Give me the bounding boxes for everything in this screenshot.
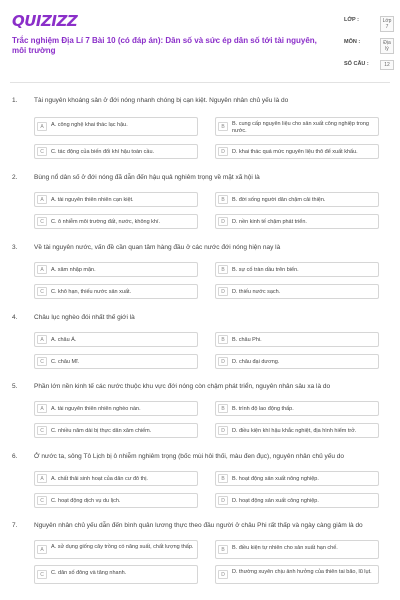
option-text: D. điều kiện khí hậu khắc nghiệt, địa hình hiểm trở. xyxy=(232,428,357,434)
option-text: D. hoạt động sản xuất công nghiệp. xyxy=(232,498,319,504)
question-text: Tài nguyên khoáng sản ở đới nóng nhanh chóng bị cạn kiệt. Nguyên nhân chủ yếu là do xyxy=(34,97,289,104)
option-a[interactable] xyxy=(34,192,198,207)
option-text: D. thiếu nước sạch. xyxy=(232,289,281,295)
option-b[interactable] xyxy=(215,540,379,559)
option-text: C. châu Mĩ. xyxy=(51,359,80,365)
option-letter: A xyxy=(37,474,47,483)
class-row xyxy=(344,14,400,36)
option-d[interactable] xyxy=(215,423,379,438)
option-b[interactable] xyxy=(215,192,379,207)
option-letter: B xyxy=(218,265,228,274)
option-a[interactable] xyxy=(34,401,198,416)
option-letter: B xyxy=(218,195,228,204)
quizizz-logo[interactable]: QUIZIZZ xyxy=(12,12,78,30)
question-count-row xyxy=(344,58,400,80)
question-text: Ở nước ta, sông Tô Lịch bị ô nhiễm nghiêm trọng (bốc mùi hôi thối, màu đen đục), nguyên nhân chủ yếu do xyxy=(34,453,345,460)
option-text: C. khô hạn, thiếu nước sản xuất. xyxy=(51,289,132,295)
option-text: A. châu Á. xyxy=(51,337,77,343)
question-number: 3. xyxy=(12,244,18,251)
question-number: 7. xyxy=(12,522,18,529)
option-letter: C xyxy=(37,496,47,505)
option-c[interactable] xyxy=(34,565,198,584)
option-a[interactable] xyxy=(34,332,198,347)
option-text: B. cung cấp nguyên liệu cho sản xuất công nghiệp trong nước. xyxy=(232,121,369,134)
option-text: B. châu Phi. xyxy=(232,337,262,343)
question-text: Phần lớn nền kinh tế các nước thuộc khu vực đới nóng còn chậm phát triển, nguyên nhân sâu xa là do xyxy=(34,383,331,390)
subject-value: Địa lý xyxy=(380,38,394,54)
option-letter: D xyxy=(218,426,228,435)
option-a[interactable] xyxy=(34,471,198,486)
option-a[interactable] xyxy=(34,117,198,136)
option-d[interactable] xyxy=(215,284,379,299)
option-letter: D xyxy=(218,570,228,579)
option-a[interactable] xyxy=(34,262,198,277)
option-c[interactable] xyxy=(34,284,198,299)
option-text: D. khai thác quá mức nguyên liệu thô để xuất khẩu. xyxy=(232,149,358,155)
question-number: 6. xyxy=(12,453,18,460)
option-text: A. sử dụng giống cây trồng có năng suất, chất lượng thấp. xyxy=(51,544,194,550)
option-b[interactable] xyxy=(215,471,379,486)
option-b[interactable] xyxy=(215,401,379,416)
question-number: 1. xyxy=(12,97,18,104)
option-letter: B xyxy=(218,404,228,413)
option-letter: C xyxy=(37,570,47,579)
question-text: Bùng nổ dân số ở đới nóng đã dẫn đến hậu quả nghiêm trọng về mặt xã hội là xyxy=(34,174,260,181)
option-text: B. đời sống người dân chậm cải thiện. xyxy=(232,197,326,203)
option-letter: A xyxy=(37,195,47,204)
option-letter: C xyxy=(37,287,47,296)
option-b[interactable] xyxy=(215,332,379,347)
class-value: Lớp 7 xyxy=(380,16,394,32)
option-b[interactable] xyxy=(215,262,379,277)
option-text: B. điều kiện tự nhiên cho sản xuất hạn chế. xyxy=(232,545,338,551)
option-text: D. nền kinh tế chậm phát triển. xyxy=(232,219,307,225)
option-text: C. hoạt động dịch vụ du lịch. xyxy=(51,498,121,504)
option-letter: D xyxy=(218,496,228,505)
option-c[interactable] xyxy=(34,354,198,369)
option-text: D. châu đại dương. xyxy=(232,359,280,365)
option-c[interactable] xyxy=(34,423,198,438)
worksheet-meta xyxy=(344,14,400,80)
option-d[interactable] xyxy=(215,354,379,369)
option-d[interactable] xyxy=(215,214,379,229)
question-count-label: SỐ CÂU : xyxy=(344,61,369,67)
question-number: 5. xyxy=(12,383,18,390)
option-letter: A xyxy=(37,404,47,413)
option-c[interactable] xyxy=(34,493,198,508)
class-label: LỚP : xyxy=(344,17,359,23)
option-text: C. ô nhiễm môi trường đất, nước, không khí. xyxy=(51,219,161,225)
option-text: D. thường xuyên chịu ảnh hưởng của thiên tai bão, lũ lụt. xyxy=(232,569,372,575)
option-text: A. chất thải sinh hoạt của dân cư đô thị. xyxy=(51,476,148,482)
option-letter: B xyxy=(218,474,228,483)
question-text: Nguyên nhân chủ yếu dẫn đến bình quân lương thực theo đầu người ở châu Phi rất thấp và ngày càng giảm là do xyxy=(34,522,363,529)
option-letter: C xyxy=(37,357,47,366)
option-text: A. tài nguyên thiên nhiên nghèo nàn. xyxy=(51,406,141,412)
question-count-value: 12 xyxy=(380,60,394,70)
option-text: A. xâm nhập mặn. xyxy=(51,267,96,273)
question-text: Châu lục nghèo đói nhất thế giới là xyxy=(34,314,135,321)
option-b[interactable] xyxy=(215,117,379,136)
option-letter: D xyxy=(218,217,228,226)
option-letter: B xyxy=(218,335,228,344)
header-divider xyxy=(10,82,390,83)
question-text: Về tài nguyên nước, vấn đề cần quan tâm hàng đầu ở các nước đới nóng hiện nay là xyxy=(34,244,281,251)
option-letter: C xyxy=(37,217,47,226)
option-d[interactable] xyxy=(215,493,379,508)
question-number: 2. xyxy=(12,174,18,181)
option-a[interactable] xyxy=(34,540,198,559)
option-letter: A xyxy=(37,122,47,131)
subject-row xyxy=(344,36,400,58)
option-letter: C xyxy=(37,426,47,435)
option-letter: A xyxy=(37,545,47,554)
option-c[interactable] xyxy=(34,144,198,159)
option-letter: D xyxy=(218,147,228,156)
option-text: B. sự cố tràn dầu trên biển. xyxy=(232,267,299,273)
option-text: A. tài nguyên thiên nhiên cạn kiệt. xyxy=(51,197,134,203)
option-d[interactable] xyxy=(215,565,379,584)
option-d[interactable] xyxy=(215,144,379,159)
option-letter: A xyxy=(37,335,47,344)
option-text: A. công nghệ khai thác lạc hậu. xyxy=(51,122,128,128)
worksheet-header xyxy=(10,10,390,78)
subject-label: MÔN : xyxy=(344,39,361,45)
option-text: C. nhiều năm dài bị thực dân xâm chiếm. xyxy=(51,428,152,434)
option-letter: B xyxy=(218,545,228,554)
option-letter: D xyxy=(218,357,228,366)
option-letter: B xyxy=(218,122,228,131)
option-text: C. tác động của biến đổi khí hậu toàn cầu. xyxy=(51,149,155,155)
worksheet-title: Trắc nghiệm Địa Lí 7 Bài 10 (có đáp án): Dân số và sức ép dân số tới tài nguyên, môi trường xyxy=(12,36,317,55)
option-letter: A xyxy=(37,265,47,274)
question-number: 4. xyxy=(12,314,18,321)
option-text: C. dân số đông và tăng nhanh. xyxy=(51,570,127,576)
option-letter: D xyxy=(218,287,228,296)
option-c[interactable] xyxy=(34,214,198,229)
option-text: B. hoạt động sản xuất nông nghiệp. xyxy=(232,476,319,482)
option-letter: C xyxy=(37,147,47,156)
option-text: B. trình độ lao động thấp. xyxy=(232,406,294,412)
